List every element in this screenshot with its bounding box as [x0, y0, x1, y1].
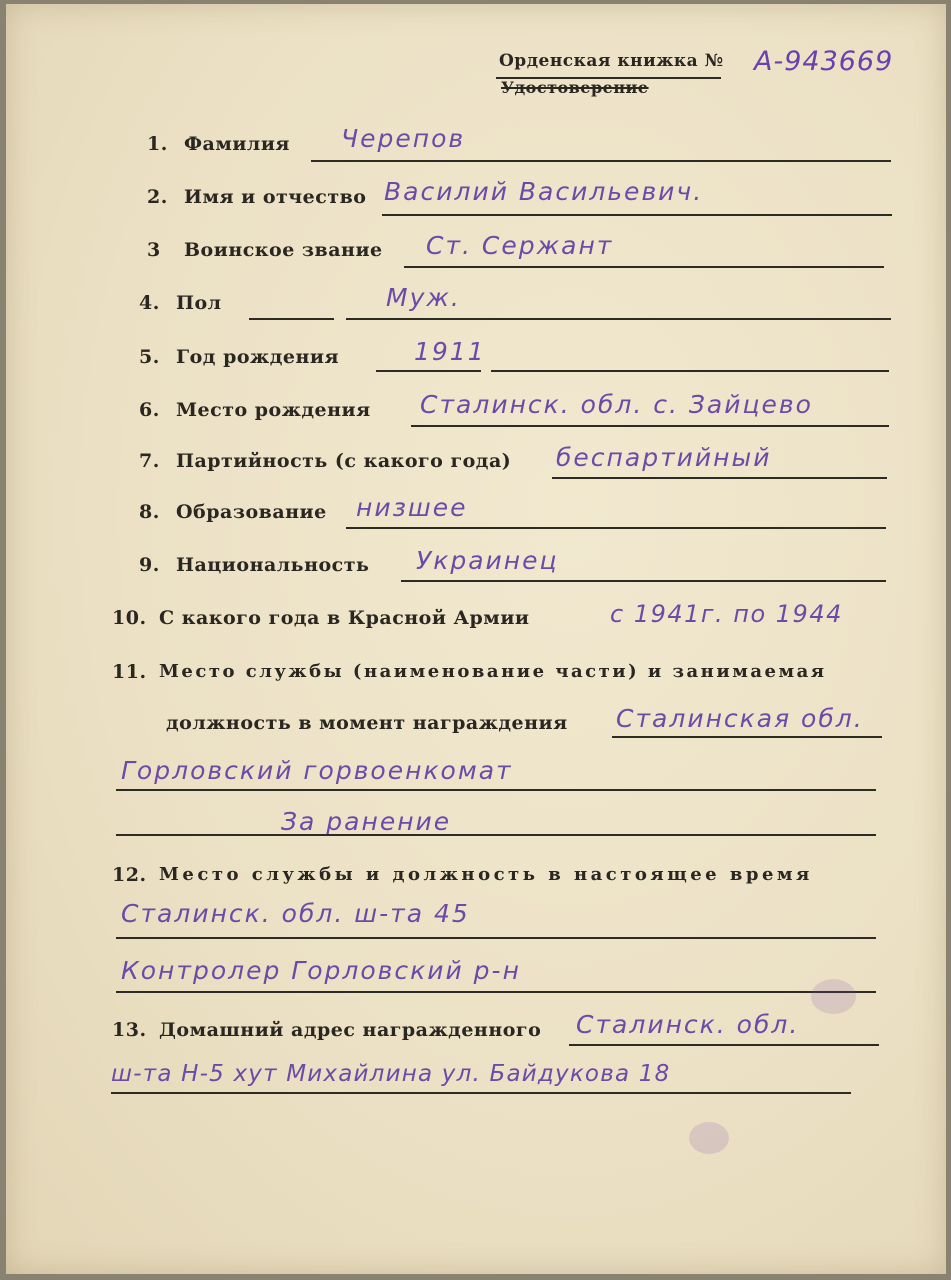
field-5-value: 1911: [414, 337, 486, 366]
header-subtitle: Удостоверение: [501, 78, 649, 97]
field-7-value: беспартийный: [556, 443, 772, 472]
field-1-label: Фамилия: [184, 133, 290, 155]
field-8-number: 8.: [139, 501, 160, 523]
field-11-value-3: За ранение: [281, 807, 452, 836]
field-4-value: Муж.: [386, 283, 461, 312]
field-6-label: Место рождения: [176, 399, 371, 421]
field-11-label-2: должность в момент награждения: [166, 712, 568, 734]
field-6-value: Сталинск. обл. с. Зайцево: [420, 390, 813, 419]
field-13-label: Домашний адрес награжденного: [159, 1019, 542, 1041]
field-13-line-2: [111, 1092, 851, 1094]
field-11-number: 11.: [112, 661, 147, 683]
field-5-line-a: [376, 370, 481, 372]
ink-smudge: [689, 1122, 729, 1154]
field-6-line: [411, 425, 889, 427]
field-12-line-2: [116, 991, 876, 993]
field-13-value: Сталинск. обл.: [576, 1010, 800, 1039]
field-12-number: 12.: [112, 864, 147, 886]
field-7-label: Партийность (с какого года): [176, 450, 512, 472]
field-1-number: 1.: [147, 133, 168, 155]
field-2-number: 2.: [147, 186, 168, 208]
field-11-value: Сталинская обл.: [616, 704, 864, 733]
field-12-value-2: Контролер Горловский р-н: [121, 956, 521, 985]
field-3-line: [404, 266, 884, 268]
field-3-label: Воинское звание: [184, 239, 383, 261]
field-3-number: 3: [147, 239, 161, 261]
field-10-number: 10.: [112, 607, 147, 629]
field-12-value: Сталинск. обл. ш-та 45: [121, 899, 470, 928]
field-4-label: Пол: [176, 292, 222, 314]
ink-smudge: [811, 979, 856, 1014]
field-2-line: [382, 214, 892, 216]
field-4-line-a: [249, 318, 334, 320]
field-9-number: 9.: [139, 554, 160, 576]
field-5-label: Год рождения: [176, 346, 340, 368]
field-10-label: С какого года в Красной Армии: [159, 607, 530, 629]
document-sheet: [6, 4, 946, 1274]
field-11-line-1: [612, 736, 882, 738]
field-9-value: Украинец: [416, 546, 559, 575]
field-2-label: Имя и отчество: [184, 186, 367, 208]
field-11-line-3: [116, 834, 876, 836]
field-2-value: Василий Васильевич.: [384, 177, 704, 206]
field-10-value: с 1941г. по 1944: [610, 600, 843, 628]
serial-number: А-943669: [754, 46, 894, 77]
field-12-label: Место службы и должность в настоящее время: [159, 864, 813, 885]
field-9-label: Национальность: [176, 554, 370, 576]
field-13-line-1: [569, 1044, 879, 1046]
field-11-value-2: Горловский горвоенкомат: [121, 756, 513, 785]
header-title: Орденская книжка №: [499, 51, 724, 71]
field-8-line: [346, 527, 886, 529]
field-7-line: [552, 477, 887, 479]
field-4-number: 4.: [139, 292, 160, 314]
field-8-value: низшее: [356, 493, 468, 522]
field-5-number: 5.: [139, 346, 160, 368]
field-11-label: Место службы (наименование части) и занимаемая: [159, 661, 827, 682]
field-13-number: 13.: [112, 1019, 147, 1041]
field-7-number: 7.: [139, 450, 160, 472]
field-3-value: Ст. Сержант: [426, 231, 614, 260]
field-4-line-b: [346, 318, 891, 320]
field-13-value-2: ш-та Н-5 хут Михайлина ул. Байдукова 18: [111, 1061, 671, 1087]
field-1-value: Черепов: [341, 124, 466, 153]
field-12-line-1: [116, 937, 876, 939]
field-5-line-b: [491, 370, 889, 372]
field-8-label: Образование: [176, 501, 327, 523]
field-11-line-2: [116, 789, 876, 791]
field-6-number: 6.: [139, 399, 160, 421]
field-1-line: [311, 160, 891, 162]
field-9-line: [401, 580, 886, 582]
